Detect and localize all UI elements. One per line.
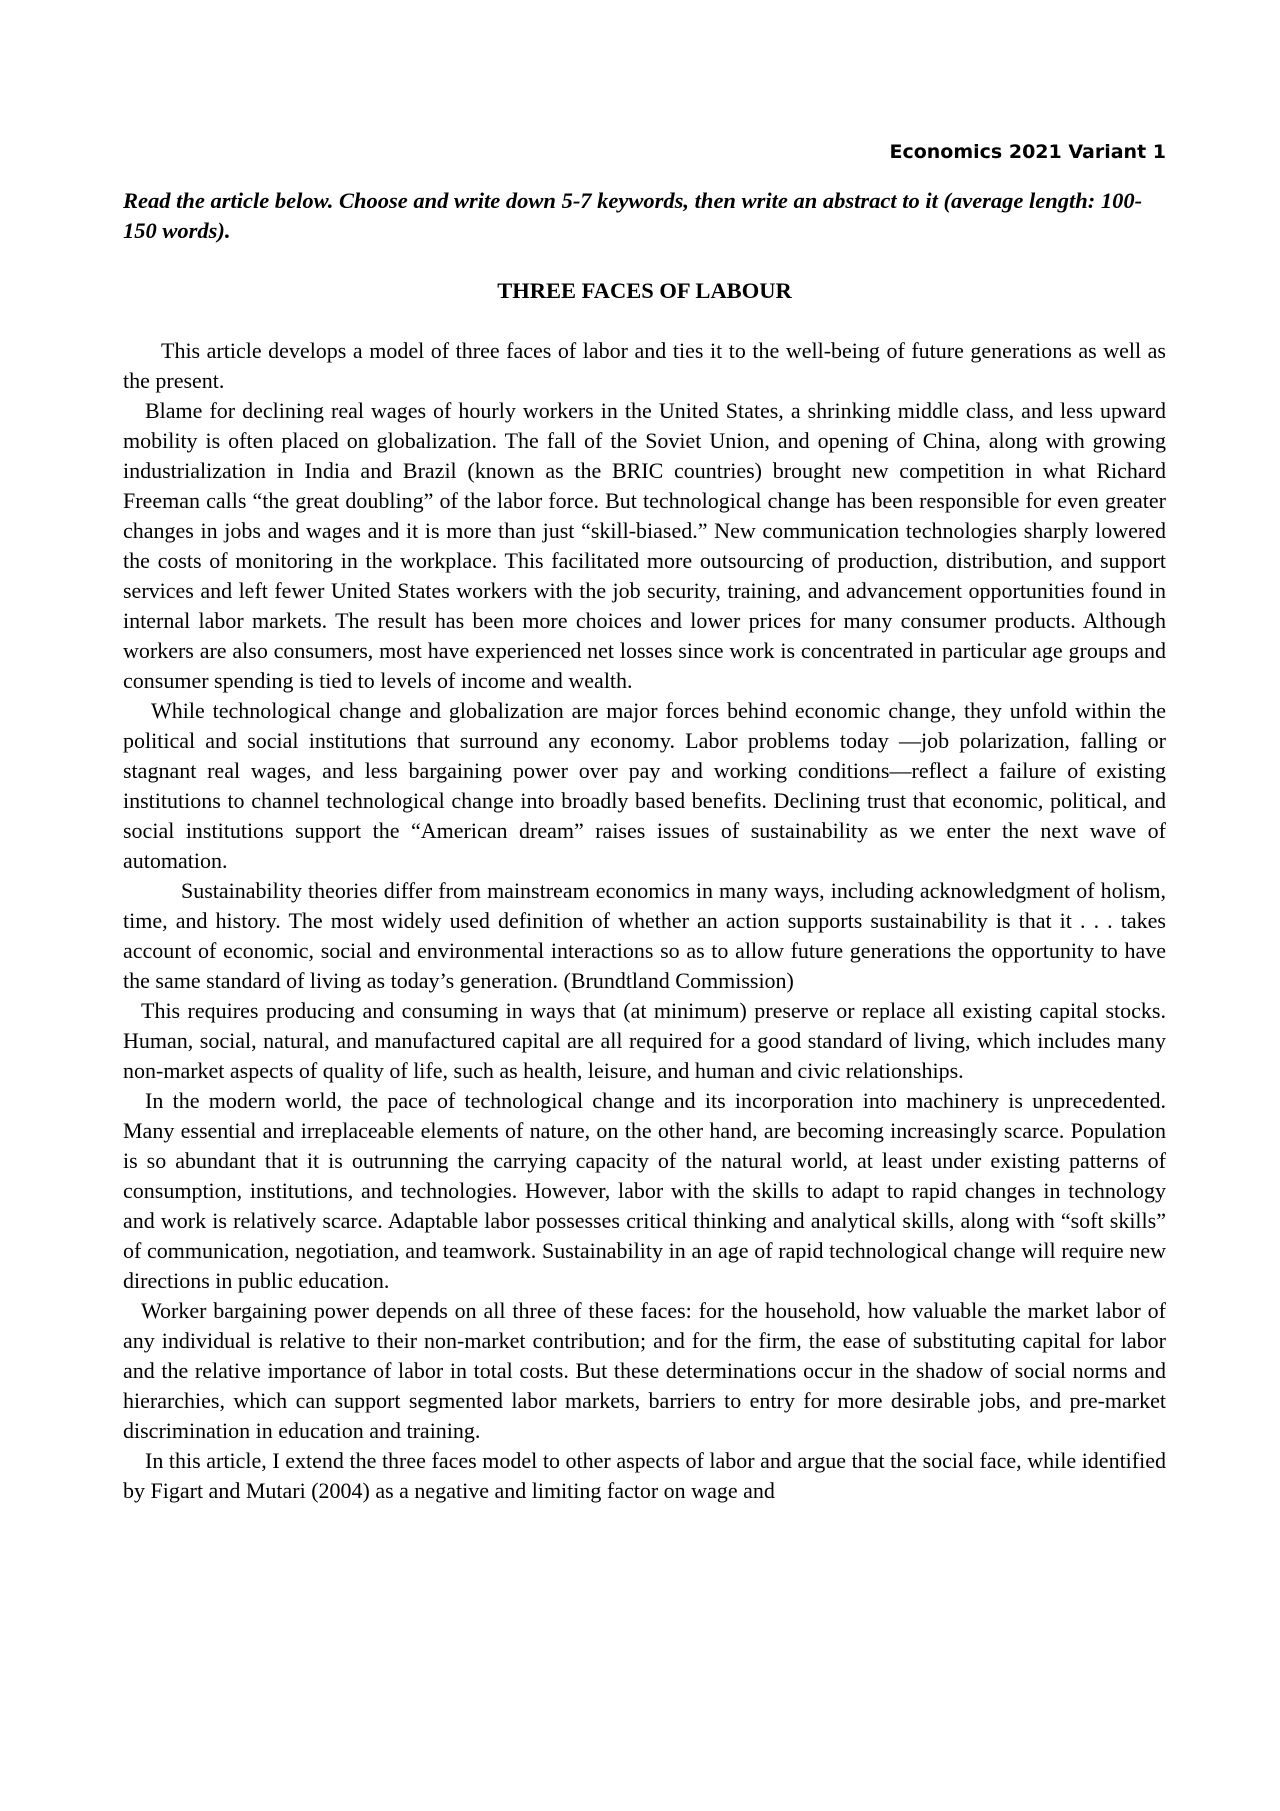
paragraph-capital-stocks: This requires producing and consuming in ways that (at minimum) preserve or replace all existing capital stocks. Human, social, natural, and manufactured capital are all required for a good standard of living, which includes many non-market aspects of quality of life, such as health, leisure, and human and civic relationships.	[123, 998, 1166, 1083]
document-page	[123, 138, 1166, 1506]
course-variant-header: Economics 2021 Variant 1	[889, 141, 1166, 163]
paragraph-extension: In this article, I extend the three faces model to other aspects of labor and argue that the social face, while identified by Figart and Mutari (2004) as a negative and limiting factor on wage and	[123, 1448, 1166, 1503]
paragraph-modern-world: In the modern world, the pace of technological change and its incorporation into machinery is unprecedented. Many essential and irreplaceable elements of nature, on the other hand, are becoming increasingly scarce. Population is so abundant that it is outrunning the carrying capacity of the natural world, at least under existing patterns of consumption, institutions, and technologies. However, labor with the skills to adapt to rapid changes in technology and work is relatively scarce. Adaptable labor possesses critical thinking and analytical skills, along with “soft skills” of communication, negotiation, and teamwork. Sustainability in an age of rapid technological change will require new directions in public education.	[123, 1088, 1166, 1293]
paragraph-institutions: While technological change and globalization are major forces behind economic change, they unfold within the political and social institutions that surround any economy. Labor problems today —job polarization, falling or stagnant real wages, and less bargaining power over pay and working conditions—reflect a failure of existing institutions to channel technological change into broadly based benefits. Declining trust that economic, political, and social institutions support the “American dream” raises issues of sustainability as we enter the next wave of automation.	[123, 698, 1166, 873]
article-title: THREE FACES OF LABOUR	[497, 278, 792, 303]
paragraph-bargaining-power: Worker bargaining power depends on all three of these faces: for the household, how valuable the market labor of any individual is relative to their non-market contribution; and for the firm, the ease of substituting capital for labor and the relative importance of labor in total costs. But these determinations occur in the shadow of social norms and hierarchies, which can support segmented labor markets, barriers to entry for more desirable jobs, and pre-market discrimination in education and training.	[123, 1298, 1166, 1443]
task-instructions: Read the article below. Choose and write down 5-7 keywords, then write an abstract to it (average length: 100-150 words).	[123, 188, 1143, 243]
paragraph-globalization: Blame for declining real wages of hourly workers in the United States, a shrinking middle class, and less upward mobility is often placed on globalization. The fall of the Soviet Union, and opening of China, along with growing industrialization in India and Brazil (known as the BRIC countries) brought new competition in what Richard Freeman calls “the great doubling” of the labor force. But technological change has been responsible for even greater changes in jobs and wages and it is more than just “skill-biased.” New communication technologies sharply lowered the costs of monitoring in the workplace. This facilitated more outsourcing of production, distribution, and support services and left fewer United States workers with the job security, training, and advancement opportunities found in internal labor markets. The result has been more choices and lower prices for many consumer products. Although workers are also consumers, most have experienced net losses since work is concentrated in particular age groups and consumer spending is tied to levels of income and wealth.	[123, 398, 1166, 693]
paragraph-intro: This article develops a model of three faces of labor and ties it to the well-being of future generations as well as the present.	[123, 338, 1166, 393]
paragraph-sustainability: Sustainability theories differ from mainstream economics in many ways, including acknowledgment of holism, time, and history. The most widely used definition of whether an action supports sustainability is that it . . . takes account of economic, social and environmental interactions so as to allow future generations the opportunity to have the same standard of living as today’s generation. (Brundtland Commission)	[123, 878, 1166, 993]
